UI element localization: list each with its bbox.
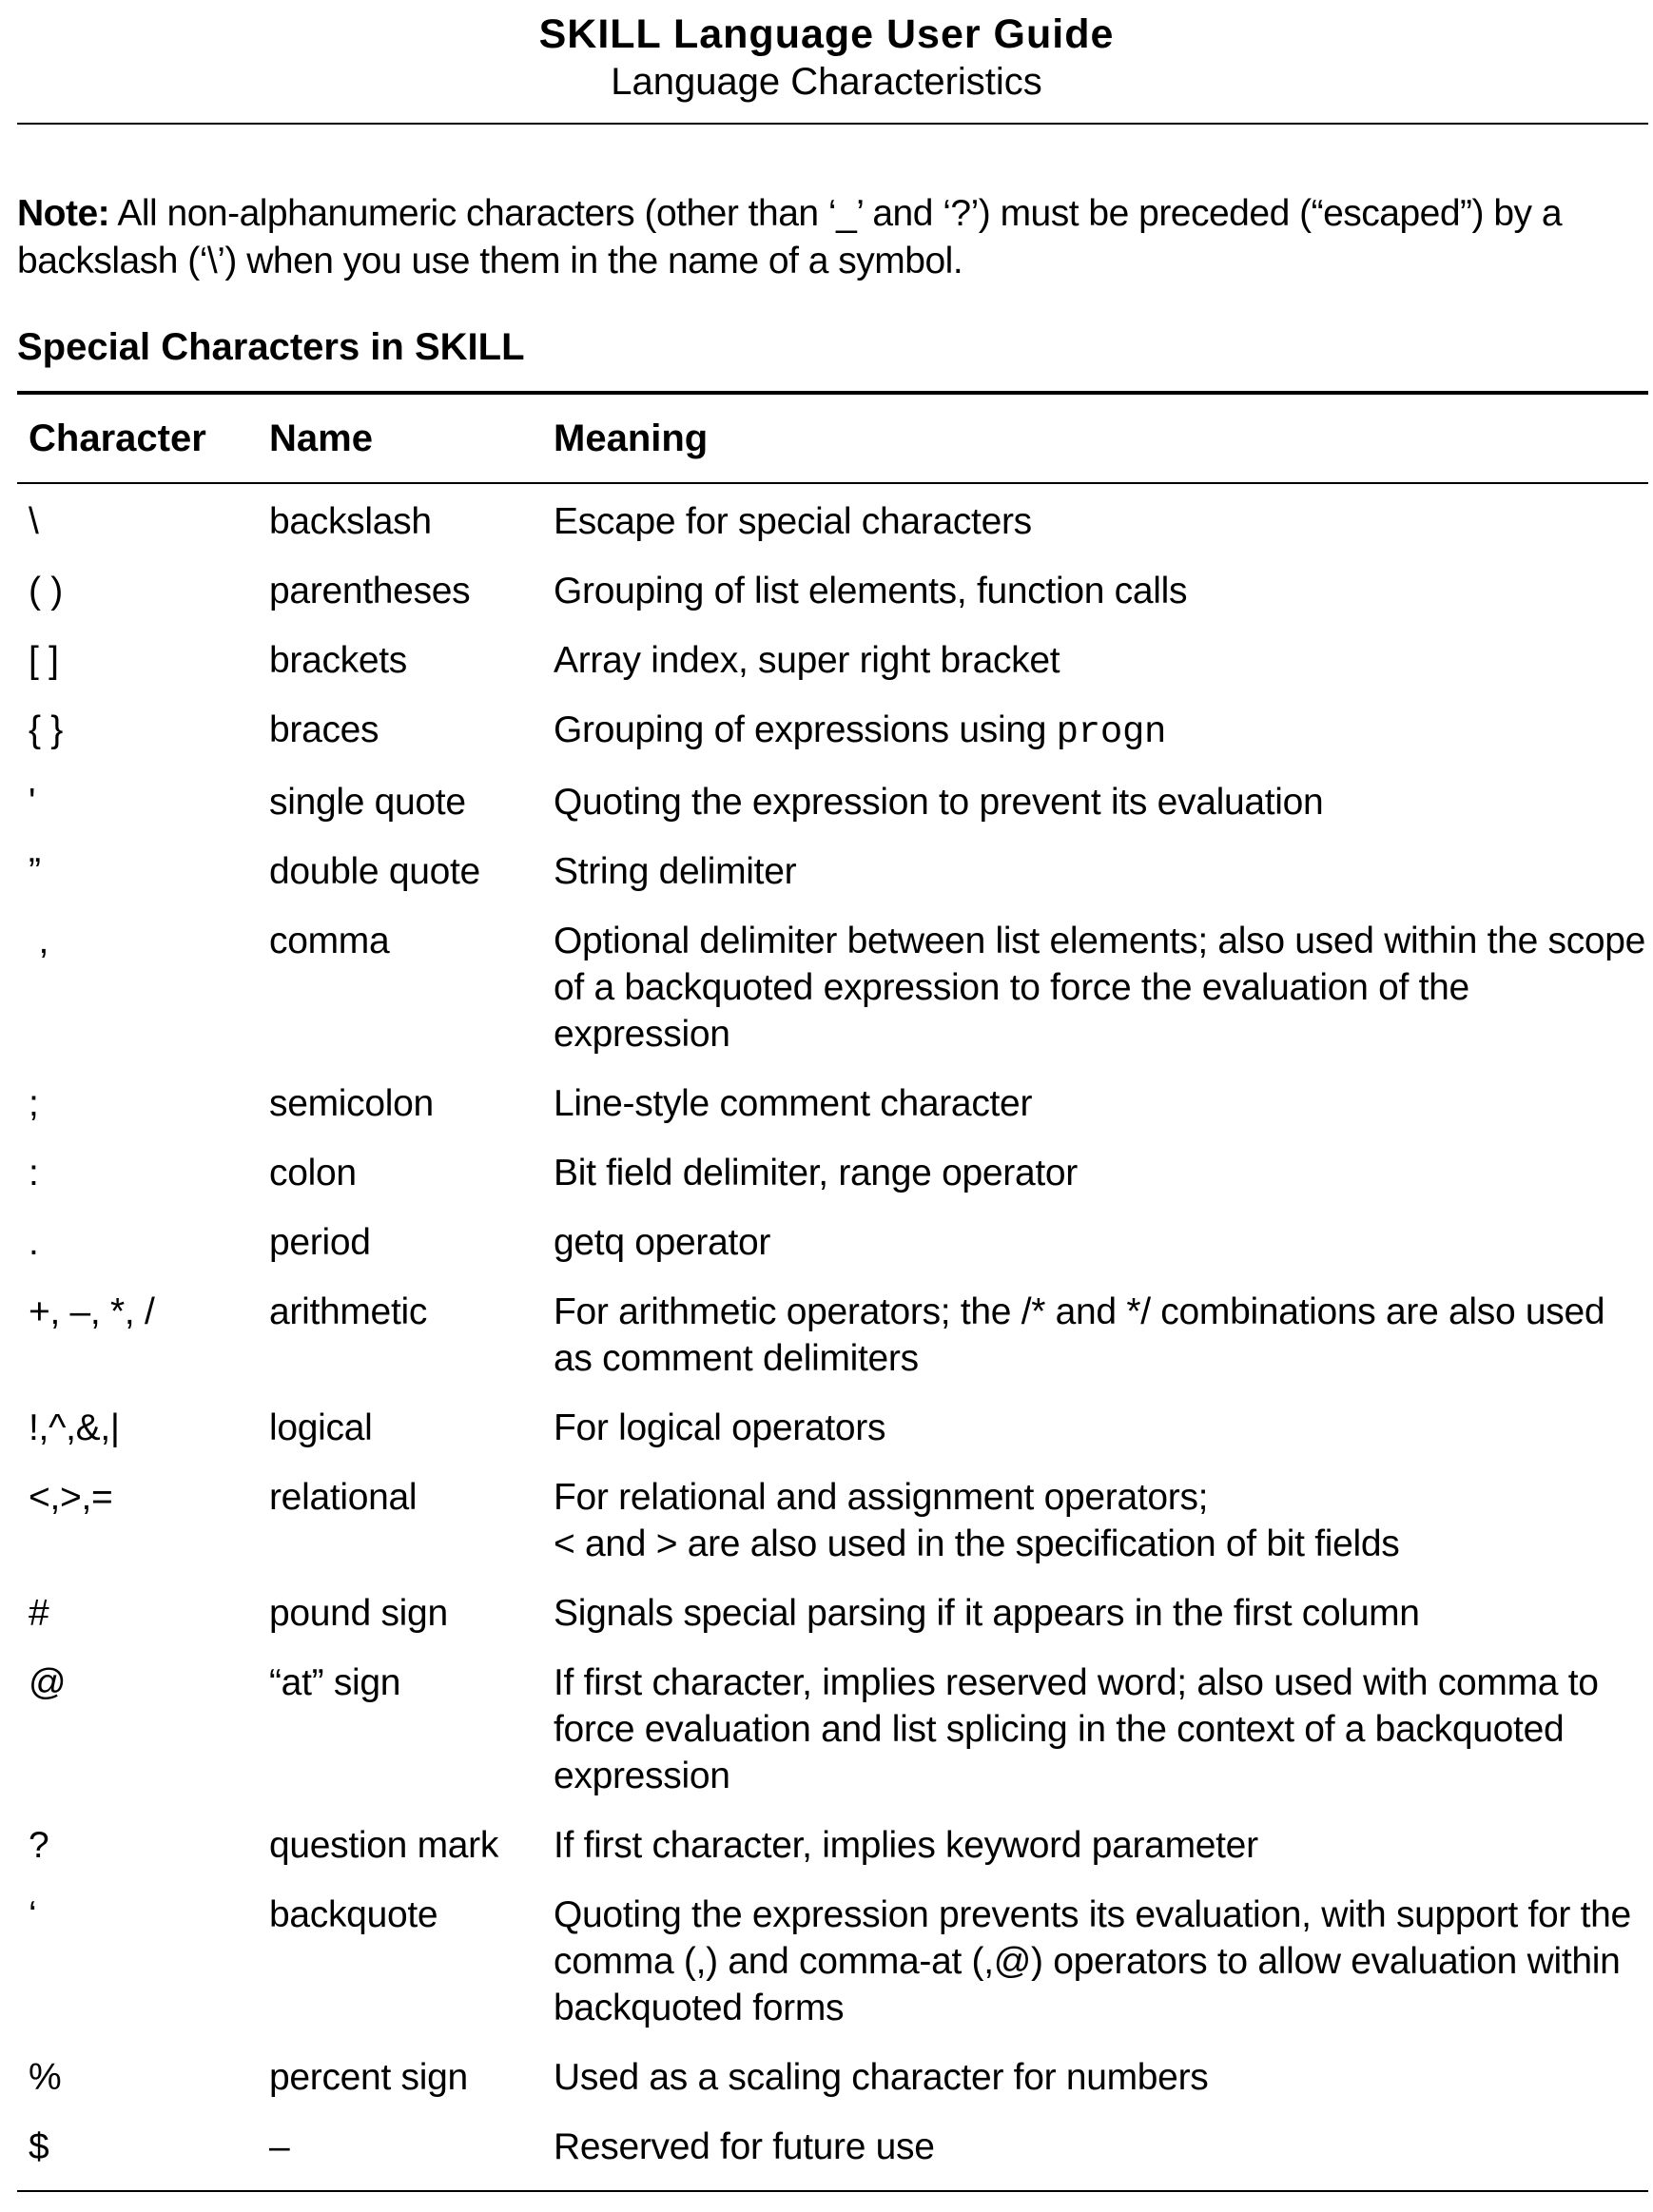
- cell-character: ‘: [29, 1894, 37, 1935]
- cell-name: semicolon: [269, 1083, 434, 1124]
- cell-name: pound sign: [269, 1593, 448, 1634]
- table-row: [0, 1138, 1653, 1208]
- cell-name: colon: [269, 1153, 357, 1193]
- header-divider: [17, 123, 1648, 125]
- table-row: [0, 767, 1653, 837]
- cell-meaning: [554, 707, 1647, 756]
- cell-meaning: Reserved for future use: [554, 2126, 935, 2167]
- column-header-meaning: Meaning: [554, 417, 709, 459]
- table-row: [0, 695, 1653, 767]
- table-row: [0, 1463, 1653, 1579]
- cell-name: braces: [269, 709, 379, 750]
- cell-meaning: For logical operators: [554, 1407, 886, 1448]
- page-subtitle: Language Characteristics: [611, 61, 1042, 103]
- table-row: [0, 2043, 1653, 2112]
- cell-name: relational: [269, 1477, 418, 1518]
- table-top-divider: [17, 391, 1648, 395]
- cell-meaning: Escape for special characters: [554, 501, 1032, 542]
- cell-meaning-line: < and > are also used in the specification of bit fields: [554, 1523, 1400, 1564]
- code-progn: progn: [1056, 711, 1167, 753]
- table-row: [0, 487, 1653, 556]
- cell-character: ': [29, 782, 36, 823]
- cell-name: comma: [269, 921, 390, 961]
- cell-character: ;: [29, 1083, 39, 1124]
- cell-meaning: [554, 1474, 1647, 1567]
- table-row: [0, 906, 1653, 1069]
- cell-meaning: Bit field delimiter, range operator: [554, 1153, 1078, 1193]
- cell-character: [ ]: [29, 640, 59, 681]
- table-row: [0, 1208, 1653, 1277]
- table-header-divider: [17, 482, 1648, 484]
- cell-name: percent sign: [269, 2057, 468, 2098]
- cell-character: ( ): [29, 571, 63, 611]
- table-row: [0, 1648, 1653, 1811]
- cell-character: +, –, *, /: [29, 1291, 155, 1332]
- cell-character: .: [29, 1222, 39, 1263]
- cell-name: parentheses: [269, 571, 471, 611]
- cell-meaning-text: Grouping of expressions using: [554, 709, 1057, 750]
- cell-name: double quote: [269, 851, 480, 892]
- cell-character: \: [29, 501, 39, 542]
- table-row: [0, 2112, 1653, 2182]
- cell-character: :: [29, 1153, 39, 1193]
- cell-meaning: Used as a scaling character for numbers: [554, 2057, 1209, 2098]
- cell-name: backquote: [269, 1894, 438, 1935]
- cell-meaning: Optional delimiter between list elements; also used within the scope of a backquoted expression to force the evaluation of the expression: [554, 921, 1646, 1055]
- table-row: [0, 1277, 1653, 1393]
- page-header: [0, 10, 1653, 105]
- cell-meaning: For arithmetic operators; the /* and */ combinations are also used as comment delimiters: [554, 1291, 1605, 1379]
- cell-character: #: [29, 1593, 49, 1634]
- cell-character: !,^,&,|: [29, 1407, 120, 1448]
- table-title: Special Characters in SKILL: [17, 326, 525, 368]
- cell-name: arithmetic: [269, 1291, 428, 1332]
- cell-name: question mark: [269, 1825, 499, 1866]
- cell-meaning: Grouping of list elements, function calls: [554, 571, 1188, 611]
- note-paragraph: [17, 190, 1643, 285]
- cell-character: ”: [29, 851, 41, 892]
- cell-meaning: If first character, implies keyword parameter: [554, 1825, 1258, 1866]
- cell-name: period: [269, 1222, 371, 1263]
- cell-meaning: Quoting the expression prevents its evaluation, with support for the comma (,) and comma-at (,@) operators to allow evaluation within backquoted forms: [554, 1894, 1631, 2028]
- page-title: SKILL Language User Guide: [538, 11, 1115, 57]
- cell-name: logical: [269, 1407, 373, 1448]
- cell-meaning: getq operator: [554, 1222, 771, 1263]
- table-row: [0, 1811, 1653, 1880]
- cell-name: “at” sign: [269, 1662, 401, 1703]
- table-row: [0, 556, 1653, 626]
- cell-name: single quote: [269, 782, 466, 823]
- cell-meaning: Quoting the expression to prevent its evaluation: [554, 782, 1324, 823]
- cell-character: <,>,=: [29, 1477, 113, 1518]
- table-row: [0, 1393, 1653, 1463]
- table-row: [0, 1069, 1653, 1138]
- column-header-character: Character: [29, 417, 206, 459]
- cell-name: –: [269, 2126, 290, 2167]
- cell-meaning: If first character, implies reserved word; also used with comma to force evaluation and list splicing in the context of a backquoted expression: [554, 1662, 1599, 1796]
- cell-meaning: Array index, super right bracket: [554, 640, 1060, 681]
- cell-meaning: Signals special parsing if it appears in the first column: [554, 1593, 1420, 1634]
- cell-character: { }: [29, 709, 63, 750]
- cell-character: @: [29, 1662, 67, 1703]
- table-row: [0, 626, 1653, 695]
- cell-name: brackets: [269, 640, 407, 681]
- column-header-name: Name: [269, 417, 373, 459]
- cell-meaning-line: For relational and assignment operators;: [554, 1477, 1209, 1518]
- note-label: Note:: [17, 193, 110, 234]
- note-text: All non-alphanumeric characters (other than ‘_’ and ‘?’) must be preceded (“escaped”) by a backslash (‘\’) when you use them in the name of a symbol.: [17, 193, 1563, 281]
- cell-meaning: String delimiter: [554, 851, 797, 892]
- cell-character: $: [29, 2126, 49, 2167]
- table-row: [0, 1579, 1653, 1648]
- cell-character: %: [29, 2057, 62, 2098]
- cell-meaning: Line-style comment character: [554, 1083, 1033, 1124]
- cell-character: ,: [29, 921, 49, 961]
- table-bottom-divider: [17, 2190, 1648, 2192]
- cell-character: ?: [29, 1825, 49, 1866]
- table-header: [0, 415, 1653, 462]
- cell-name: backslash: [269, 501, 432, 542]
- table-row: [0, 837, 1653, 906]
- table-row: [0, 1880, 1653, 2043]
- table-body: [0, 487, 1653, 2182]
